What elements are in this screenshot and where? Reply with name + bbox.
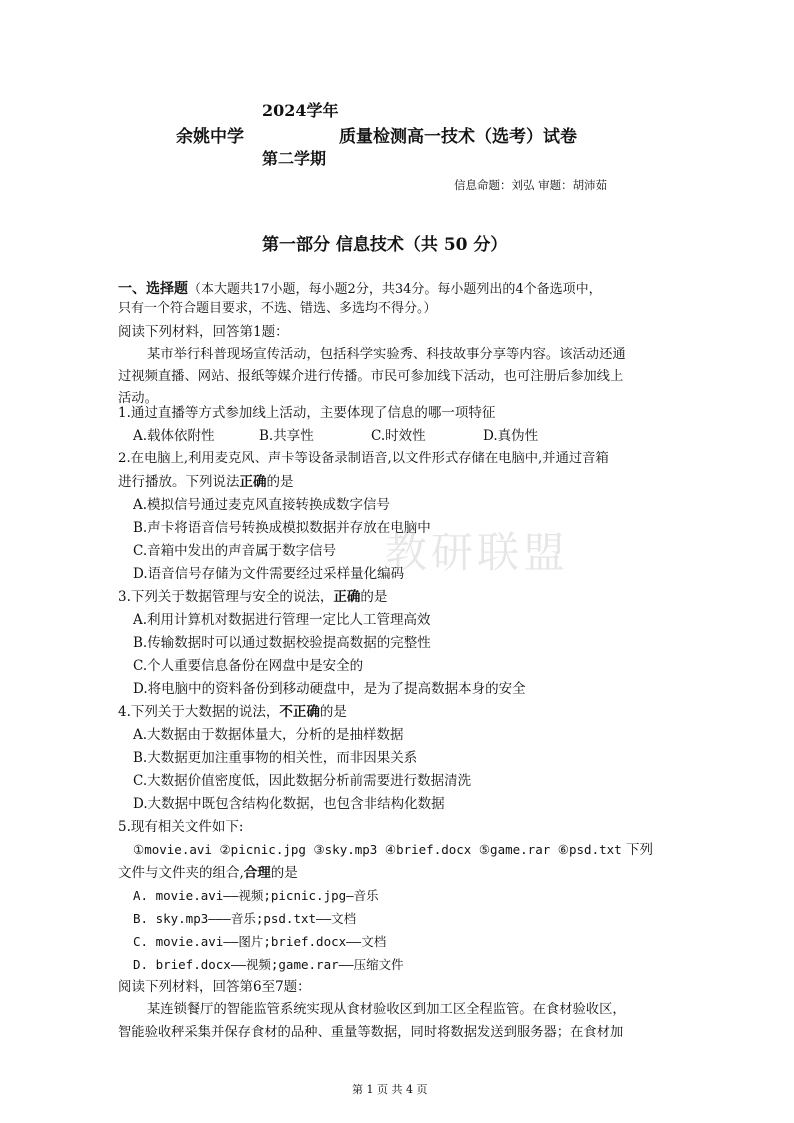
exam-credits: 信息命题：刘弘 审题：胡沛茹 [454,178,608,192]
q4-stem [118,703,347,721]
q5-stem: 5.现有相关文件如下: [118,819,244,835]
q1-option: B.共享性 [259,428,314,444]
q5-option: A. movie.avi——视频;picnic.jpg—音乐 [133,888,379,903]
q4-stem-text: 4.下列关于大数据的说法， [118,704,280,720]
q3-option: D.将电脑中的资料备份到移动硬盘中，是为了提高数据本身的安全 [133,681,526,697]
section-intro [118,280,602,299]
q4-option: D.大数据中既包含结构化数据，也包含非结构化数据 [133,796,445,812]
q2-emphasis: 正确 [239,474,267,490]
q4-emphasis: 不正确 [279,704,320,720]
section-desc-2: 只有一个符合题目要求，不选、错选、多选均不得分。） [118,301,437,316]
read-instruction-1: 阅读下列材料，回答第1题： [118,324,289,340]
q5-stem-tail: 的是 [270,865,298,881]
q2-stem-1: 2.在电脑上,利用麦克风、声卡等设备录制语音,以文件形式存储在电脑中,并通过音箱 [118,451,609,466]
q3-option: A.利用计算机对数据进行管理一定比人工管理高效 [133,612,431,628]
section-desc-1: （本大题共17小题，每小题2分，共34分。每小题列出的4个备选项中， [188,282,602,297]
q1-option: D.真伪性 [483,428,539,444]
q3-option: C.个人重要信息备份在网盘中是安全的 [133,658,364,674]
q1-option: C.时效性 [371,428,426,444]
q5-option: B. sky.mp3———音乐;psd.txt——文档 [133,911,357,926]
section-label: 一、选择题 [118,281,188,297]
q4-option: A.大数据由于数据体量大，分析的是抽样数据 [133,727,404,743]
q4-option: B.大数据更加注重事物的相关性，而非因果关系 [133,750,418,766]
exam-title: 质量检测高一技术（选考）试卷 [339,127,577,147]
material1-line: 活动。 [118,391,158,406]
material2-line: 某连锁餐厅的智能监管系统实现从食材验收区到加工区全程监管。在食材验收区， [147,1002,626,1017]
q5-emphasis: 合理 [243,865,271,881]
q4-option: C.大数据价值密度低，因此数据分析前需要进行数据清洗 [133,773,472,789]
q2-stem-2 [118,473,294,491]
q2-stem-text: 进行播放。下列说法 [118,474,240,490]
q3-option: B.传输数据时可以通过数据校验提高数据的完整性 [133,635,431,651]
q2-option: C.音箱中发出的声音属于数字信号 [133,543,337,559]
q5-option: D. brief.docx——视频;game.rar——压缩文件 [133,957,404,972]
q3-stem-text: 3.下列关于数据管理与安全的说法， [118,589,334,605]
q2-stem-tail: 的是 [266,474,294,490]
q2-option: B.声卡将语音信号转换成模拟数据并存放在电脑中 [133,520,431,536]
material1-line: 某市举行科普现场宣传活动，包括科学实验秀、科技故事分享等内容。该活动还通 [147,347,626,362]
q2-option: A.模拟信号通过麦克风直接转换成数字信号 [133,497,391,513]
q1-option: A.载体依附性 [133,428,215,444]
q5-files [133,841,653,859]
q2-option: D.语音信号存储为文件需要经过采样量化编码 [133,566,405,582]
q4-stem-tail: 的是 [319,704,347,720]
school-term: 第二学期 [262,149,327,168]
part-title: 第一部分 信息技术（共 50 分） [262,235,508,255]
watermark: 教研联盟 [385,528,570,577]
q5-file-list: ①movie.avi ②picnic.jpg ③sky.mp3 ④brief.docx ⑤game.rar ⑥psd.txt [133,842,622,857]
q5-files-tail: 下列 [625,842,653,858]
q5-stem-2 [118,864,298,882]
q5-stem-text: 文件与文件夹的组合, [118,865,244,881]
page-footer: 第 1 页 共 4 页 [352,1083,428,1096]
q1-stem: 1.通过直播等方式参加线上活动，主要体现了信息的哪一项特征 [118,405,496,421]
q3-stem-tail: 的是 [360,589,388,605]
q3-stem [118,588,387,606]
school-name: 余姚中学 [176,127,244,147]
school-year: 2024学年 [262,101,339,120]
material2-line: 智能验收秤采集并保存食材的品种、重量等数据，同时将数据发送到服务器；在食材加 [118,1025,624,1040]
material1-line: 过视频直播、网站、报纸等媒介进行传播。市民可参加线下活动，也可注册后参加线上 [118,369,624,384]
q5-option: C. movie.avi——图片;brief.docx——文档 [133,934,387,949]
read-instruction-2: 阅读下列材料，回答第6至7题： [118,979,311,995]
q3-emphasis: 正确 [333,589,361,605]
